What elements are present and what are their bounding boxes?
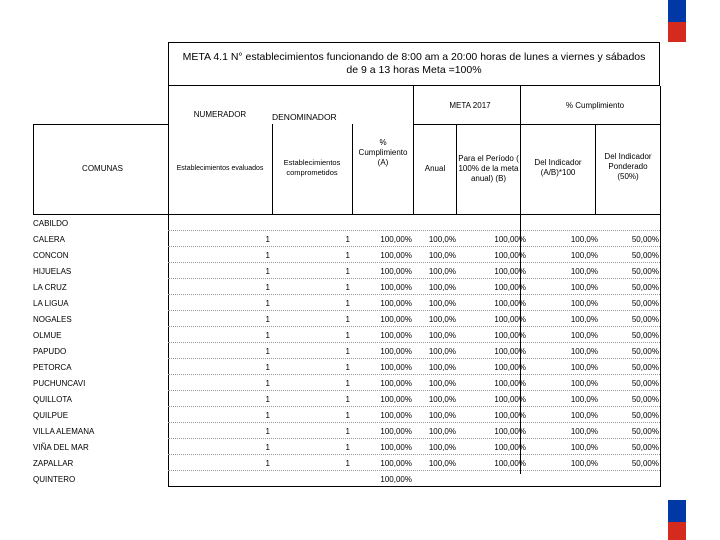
- cell-periodo: 100,00%: [494, 251, 526, 260]
- cell-comprometidos: 1: [345, 459, 350, 468]
- flag-blue-stripe: [668, 500, 686, 522]
- cell-anual: 100,0%: [428, 363, 456, 372]
- cell-anual: 100,0%: [428, 395, 456, 404]
- table-row: VILLA ALEMANA: [33, 427, 95, 436]
- cell-periodo: 100,00%: [494, 347, 526, 356]
- header-denominador: DENOMINADOR: [272, 112, 337, 122]
- cell-ponderado: 50,00%: [631, 331, 659, 340]
- cell-evaluados: 1: [265, 379, 270, 388]
- cell-periodo: 100,00%: [494, 411, 526, 420]
- cell-periodo: 100,00%: [494, 331, 526, 340]
- table-row: CABILDO: [33, 219, 69, 228]
- cell-comprometidos: 1: [345, 331, 350, 340]
- cell-ponderado: 50,00%: [631, 363, 659, 372]
- cell-pct-a: 100,00%: [380, 299, 412, 308]
- cell-ponderado: 50,00%: [631, 299, 659, 308]
- cell-pct-a: 100,00%: [380, 395, 412, 404]
- cell-comprometidos: 1: [345, 235, 350, 244]
- cell-pct-a: 100,00%: [380, 331, 412, 340]
- cell-anual: 100,0%: [428, 459, 456, 468]
- cell-periodo: 100,00%: [494, 443, 526, 452]
- cell-periodo: 100,00%: [494, 267, 526, 276]
- cell-periodo: 100,00%: [494, 379, 526, 388]
- row-divider: [168, 230, 660, 231]
- cell-comprometidos: 1: [345, 283, 350, 292]
- flag-blue-stripe: [668, 0, 686, 22]
- cell-ponderado: 50,00%: [631, 379, 659, 388]
- cell-comprometidos: 1: [345, 251, 350, 260]
- table-row: CALERA: [33, 235, 66, 244]
- cell-ponderado: 50,00%: [631, 315, 659, 324]
- cell-pct-a: 100,00%: [380, 235, 412, 244]
- cell-evaluados: 1: [265, 459, 270, 468]
- cell-anual: 100,0%: [428, 331, 456, 340]
- cell-comprometidos: 1: [345, 411, 350, 420]
- cell-indicador: 100,0%: [570, 379, 598, 388]
- cell-anual: 100,0%: [428, 379, 456, 388]
- cell-ponderado: 50,00%: [631, 235, 659, 244]
- cell-anual: 100,0%: [428, 411, 456, 420]
- row-divider: [168, 374, 660, 375]
- cell-evaluados: 1: [265, 267, 270, 276]
- title-box: [168, 42, 660, 86]
- cell-ponderado: 50,00%: [631, 267, 659, 276]
- cell-evaluados: 1: [265, 363, 270, 372]
- cell-ponderado: 50,00%: [631, 347, 659, 356]
- cell-ponderado: 50,00%: [631, 395, 659, 404]
- flag-red-stripe: [668, 22, 686, 42]
- row-divider: [168, 262, 660, 263]
- cell-pct-a: 100,00%: [380, 443, 412, 452]
- cell-indicador: 100,0%: [570, 395, 598, 404]
- cell-evaluados: 1: [265, 395, 270, 404]
- border-left-header: [168, 86, 169, 214]
- cell-comprometidos: 1: [345, 347, 350, 356]
- row-divider: [168, 438, 660, 439]
- table-row: OLMUE: [33, 331, 62, 340]
- table-row: PETORCA: [33, 363, 72, 372]
- row-divider: [168, 310, 660, 311]
- cell-indicador: 100,0%: [570, 251, 598, 260]
- cell-pct-a: 100,00%: [380, 363, 412, 372]
- divider-meta-left: [413, 86, 414, 214]
- cell-indicador: 100,0%: [570, 331, 598, 340]
- header-comunas: COMUNAS: [82, 164, 123, 173]
- table-row: QUILLOTA: [33, 395, 72, 404]
- header-del-indicador: Del Indicador (A/B)*100: [534, 158, 582, 177]
- table-row: QUILPUE: [33, 411, 69, 420]
- cell-indicador: 100,0%: [570, 363, 598, 372]
- cell-ponderado: 50,00%: [631, 459, 659, 468]
- cell-anual: 100,0%: [428, 315, 456, 324]
- page-title: META 4.1 N° establecimientos funcionando de 8:00 am a 20:00 horas de lunes a viernes y sábados de 9 a 13 horas Meta =100%: [182, 51, 646, 76]
- cell-pct-a: 100,00%: [380, 267, 412, 276]
- col-sep-left: [168, 214, 169, 486]
- border-bottom: [168, 486, 661, 487]
- cell-periodo: 100,00%: [494, 283, 526, 292]
- header-meta-2017: META 2017: [449, 101, 491, 110]
- header-anual: Anual: [424, 164, 446, 173]
- cell-pct-a: 100,00%: [380, 347, 412, 356]
- cell-anual: 100,0%: [428, 251, 456, 260]
- divider-num-right: [272, 124, 273, 214]
- cell-evaluados: 1: [265, 315, 270, 324]
- cell-comprometidos: 1: [345, 443, 350, 452]
- table-row: HIJUELAS: [33, 267, 72, 276]
- header-del-indicador-ponderado: Del Indicador Ponderado (50%): [604, 152, 652, 181]
- cell-periodo: 100,00%: [494, 299, 526, 308]
- cell-evaluados: 1: [265, 283, 270, 292]
- cell-evaluados: 1: [265, 427, 270, 436]
- cell-comprometidos: 1: [345, 395, 350, 404]
- cell-evaluados: 1: [265, 299, 270, 308]
- cell-periodo: 100,00%: [494, 315, 526, 324]
- header-numerador: NUMERADOR: [193, 110, 247, 119]
- cell-comprometidos: 1: [345, 379, 350, 388]
- row-divider: [168, 454, 660, 455]
- divider-meta-right: [520, 86, 521, 214]
- cell-ponderado: 50,00%: [631, 411, 659, 420]
- table-row: ZAPALLAR: [33, 459, 74, 468]
- divider-periodo-right: [595, 124, 596, 214]
- header-pct-cumplimiento-a: % Cumplimiento (A): [358, 138, 408, 167]
- divider-comunas-top: [33, 124, 168, 125]
- flag-bottom: [668, 500, 720, 540]
- cell-comprometidos: 1: [345, 427, 350, 436]
- cell-ponderado: 50,00%: [631, 427, 659, 436]
- cell-anual: 100,0%: [428, 235, 456, 244]
- cell-comprometidos: 1: [345, 299, 350, 308]
- divider-den-right: [352, 124, 353, 214]
- cell-evaluados: 1: [265, 347, 270, 356]
- cell-pct-a: 100,00%: [380, 427, 412, 436]
- row-divider: [168, 390, 660, 391]
- cell-periodo: 100,00%: [494, 235, 526, 244]
- cell-evaluados: 1: [265, 235, 270, 244]
- header-establecimientos-evaluados: Establecimientos evaluados: [176, 165, 264, 172]
- table-row: LA LIGUA: [33, 299, 69, 308]
- cell-pct-a: 100,00%: [380, 459, 412, 468]
- cell-indicador: 100,0%: [570, 267, 598, 276]
- cell-anual: 100,0%: [428, 267, 456, 276]
- cell-pct-a: 100,00%: [380, 379, 412, 388]
- header-establecimientos-comprometidos: Establecimientos comprometidos: [283, 158, 341, 177]
- cell-indicador: 100,0%: [570, 411, 598, 420]
- cell-evaluados: 1: [265, 411, 270, 420]
- cell-periodo: 100,00%: [494, 427, 526, 436]
- cell-pct-a: 100,00%: [380, 475, 412, 484]
- row-divider: [168, 278, 660, 279]
- cell-indicador: 100,0%: [570, 443, 598, 452]
- cell-pct-a: 100,00%: [380, 411, 412, 420]
- border-right: [660, 86, 661, 486]
- cell-periodo: 100,00%: [494, 363, 526, 372]
- cell-indicador: 100,0%: [570, 459, 598, 468]
- cell-ponderado: 50,00%: [631, 283, 659, 292]
- cell-evaluados: 1: [265, 331, 270, 340]
- header-pct-cumplimiento: % Cumplimiento: [565, 101, 625, 110]
- row-divider: [168, 422, 660, 423]
- row-divider: [168, 470, 660, 471]
- cell-ponderado: 50,00%: [631, 251, 659, 260]
- divider-comunas-left: [33, 124, 34, 214]
- table-row: PAPUDO: [33, 347, 67, 356]
- cell-anual: 100,0%: [428, 427, 456, 436]
- cell-indicador: 100,0%: [570, 347, 598, 356]
- flag-red-stripe: [668, 522, 686, 540]
- cell-pct-a: 100,00%: [380, 283, 412, 292]
- table-row: LA CRUZ: [33, 283, 67, 292]
- flag-top: [668, 0, 720, 42]
- table-row: PUCHUNCAVI: [33, 379, 86, 388]
- cell-comprometidos: 1: [345, 363, 350, 372]
- cell-indicador: 100,0%: [570, 299, 598, 308]
- cell-comprometidos: 1: [345, 267, 350, 276]
- row-divider: [168, 406, 660, 407]
- divider-subhead: [413, 124, 660, 125]
- cell-pct-a: 100,00%: [380, 251, 412, 260]
- cell-anual: 100,0%: [428, 283, 456, 292]
- cell-anual: 100,0%: [428, 443, 456, 452]
- table-row: CONCON: [33, 251, 69, 260]
- row-divider: [168, 246, 660, 247]
- row-divider: [168, 342, 660, 343]
- cell-evaluados: 1: [265, 443, 270, 452]
- row-divider: [168, 294, 660, 295]
- cell-anual: 100,0%: [428, 299, 456, 308]
- row-divider: [168, 326, 660, 327]
- cell-indicador: 100,0%: [570, 427, 598, 436]
- cell-ponderado: 50,00%: [631, 443, 659, 452]
- cell-comprometidos: 1: [345, 315, 350, 324]
- cell-indicador: 100,0%: [570, 235, 598, 244]
- cell-periodo: 100,00%: [494, 395, 526, 404]
- row-divider: [168, 358, 660, 359]
- cell-indicador: 100,0%: [570, 315, 598, 324]
- cell-evaluados: 1: [265, 251, 270, 260]
- cell-periodo: 100,00%: [494, 459, 526, 468]
- cell-pct-a: 100,00%: [380, 315, 412, 324]
- divider-header-bottom: [33, 214, 660, 215]
- table-row: VIÑA DEL MAR: [33, 443, 89, 452]
- header-para-el-periodo: Para el Período ( 100% de la meta anual) (B): [458, 154, 519, 183]
- cell-indicador: 100,0%: [570, 283, 598, 292]
- cell-anual: 100,0%: [428, 347, 456, 356]
- table-row: NOGALES: [33, 315, 72, 324]
- table-row: QUINTERO: [33, 475, 76, 484]
